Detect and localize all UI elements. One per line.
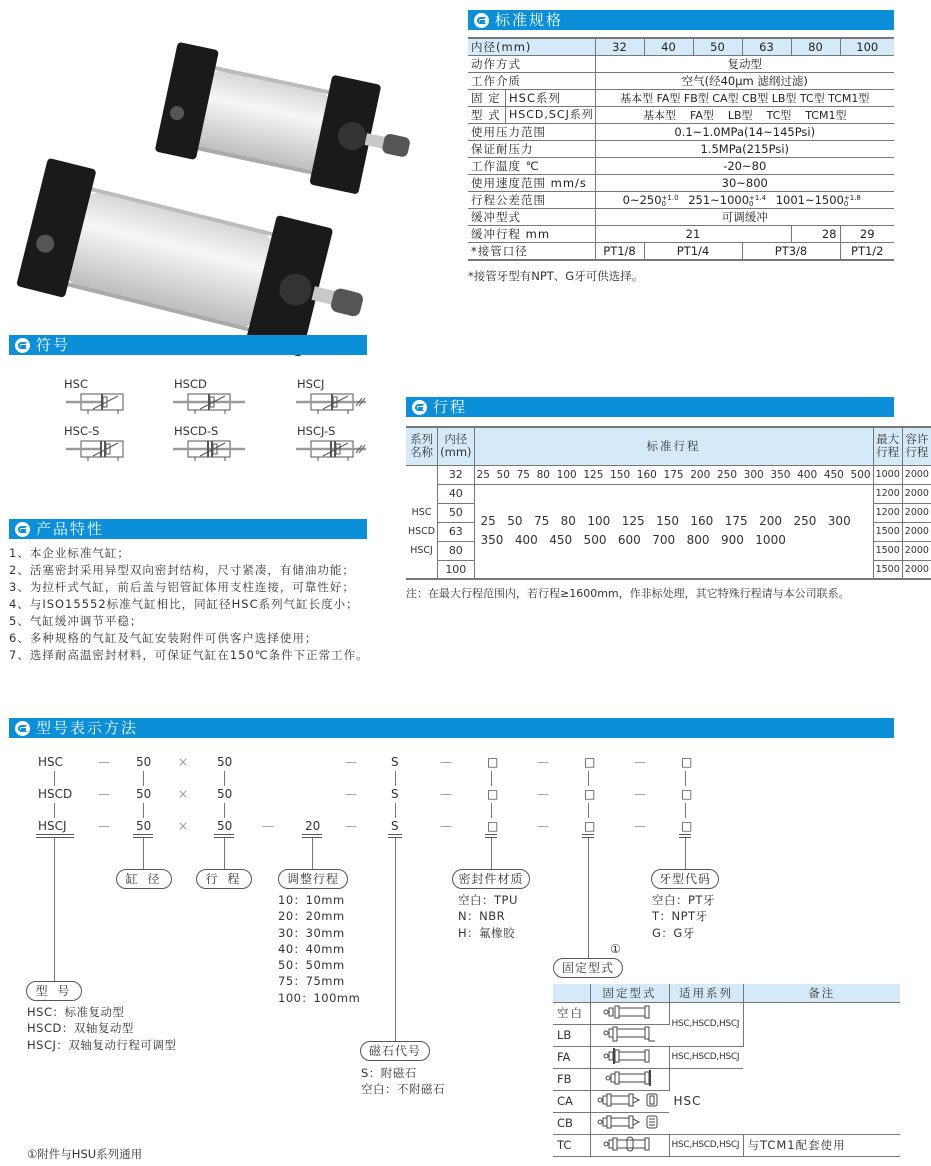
bore-80: 80 (791, 38, 840, 56)
section-title: 标准规格 (495, 11, 564, 29)
spec-label: 使用速度范围 mm/s (468, 175, 595, 192)
remarks-empty (743, 1002, 900, 1134)
dash: — (537, 755, 549, 769)
series-name: HSC (411, 507, 432, 519)
series-code: HSCJ (38, 819, 67, 833)
max-cell: 1500 (873, 522, 902, 541)
adjust-code: 20 (305, 819, 321, 833)
connector (685, 803, 686, 818)
mount-footnote-mark: ① (610, 942, 621, 956)
spec-value: 可调缓冲 (595, 209, 894, 226)
tol-limits (844, 195, 861, 207)
drop-line-bore (143, 838, 144, 869)
pneumatic-symbols-icon (60, 390, 390, 472)
section-c-icon (15, 338, 30, 353)
header-cell: 固定型式 (590, 984, 669, 1002)
spec-row (468, 73, 894, 90)
strokes-line: 25 50 75 80 100 125 150 160 175 200 250 300 (480, 514, 851, 529)
mount-code: 空白 (553, 1002, 590, 1024)
option-item: 空白：TPU (458, 893, 518, 907)
option-item: G：G牙 (652, 925, 695, 940)
option-item: N：NBR (458, 909, 506, 924)
dash: — (262, 819, 274, 833)
mount-row (553, 1134, 900, 1156)
label-thread: 牙型代码 (651, 869, 719, 889)
mount-box: □ (584, 787, 596, 801)
drop-line-seal (491, 838, 492, 869)
series-names (406, 465, 438, 579)
rear-flange-icon (590, 1068, 669, 1090)
connector (224, 771, 225, 786)
product-image (40, 20, 420, 320)
series-name: HSCJ (410, 545, 433, 557)
connector (54, 771, 55, 786)
section-header-symbol (9, 335, 367, 355)
strokes-cell: 25 50 75 80 100 125 150 160 175 200 250 300 350 400 450 500 (474, 465, 873, 484)
dash: — (440, 819, 452, 833)
series-group: HSC,HSCD,HSCJ (669, 1002, 743, 1046)
header-text: 最大 (876, 432, 900, 447)
dash: — (537, 819, 549, 833)
option-item: S：附磁石 (361, 1066, 417, 1080)
spec-label: 缓冲型式 (468, 209, 595, 226)
feature-item: 3、为拉杆式气缸，前后盖与铝管缸体用支柱连接，可靠性好； (9, 580, 355, 594)
option-item: 100：100mm (278, 990, 361, 1005)
basic-mount-icon (590, 1002, 669, 1024)
spec-row-bore (468, 38, 894, 56)
tol-minus: 0 (843, 199, 849, 208)
label-seal: 密封件材质 (452, 869, 530, 889)
stroke-row (406, 484, 931, 503)
mount-code: CB (553, 1112, 590, 1134)
bore-code: 50 (136, 755, 152, 769)
header-cell (553, 984, 590, 1002)
series-code: HSC (38, 755, 64, 769)
connector (491, 803, 492, 818)
mount-group-cell (468, 107, 595, 124)
tol-plus: +1.0 (661, 193, 679, 202)
label-bore: 缸 径 (116, 869, 172, 889)
header-text: 内径 (444, 432, 468, 447)
max-cell: 1200 (873, 503, 902, 522)
magnet-code: S (391, 755, 399, 769)
allow-cell: 2000 (902, 484, 931, 503)
header-allow (902, 427, 931, 465)
dash: — (634, 819, 646, 833)
feature-item: 1、本企业标准气缸； (9, 546, 130, 560)
tol-range: 1001~1500 (775, 193, 844, 207)
tc-remark: 与TCM1配套使用 (743, 1134, 900, 1156)
connector (224, 803, 225, 818)
connector (685, 771, 686, 786)
allow-cell: 2000 (902, 522, 931, 541)
label-magnet: 磁石代号 (360, 1041, 430, 1061)
connector (588, 771, 589, 786)
spec-value: 30~800 (595, 175, 894, 192)
dash: — (537, 787, 549, 801)
label-adjust: 调整行程 (278, 869, 348, 889)
port-value: PT1/4 (644, 243, 742, 261)
cylinder-illustration-icon (40, 20, 420, 320)
tol-minus: 0 (749, 199, 754, 208)
connector (491, 771, 492, 786)
dash: — (98, 755, 110, 769)
option-item: 30：30mm (278, 925, 345, 940)
thread-box: □ (681, 755, 693, 769)
dash: — (345, 755, 357, 769)
cushion-value: 21 (595, 226, 791, 243)
tol-plus: +1.8 (843, 193, 861, 202)
dash: — (634, 787, 646, 801)
mount-types: 基本型 FA型 LB型 TC型 TCM1型 (595, 107, 894, 124)
thread-box: □ (681, 787, 693, 801)
mount-group-label-bottom: 型 式 (468, 107, 506, 123)
spec-table (468, 37, 894, 261)
symbol-label: HSCD (174, 377, 207, 391)
feature-item: 4、与ISO15552标准气缸相比，同缸径HSC系列气缸长度小； (9, 597, 359, 611)
model-footnote: ①附件与HSU系列通用 (27, 1147, 143, 1161)
label-stroke: 行 程 (196, 869, 252, 889)
header-text: (mm) (440, 445, 472, 460)
option-item: 75：75mm (278, 974, 345, 989)
max-cell: 1200 (873, 484, 902, 503)
option-item: 20：20mm (278, 909, 345, 924)
header-text: 行程 (876, 445, 900, 460)
connector (143, 803, 144, 818)
bore-cell: 50 (438, 503, 474, 522)
single-clevis-icon (590, 1090, 669, 1112)
cushion-value: 28 (791, 226, 840, 243)
header-bore (438, 427, 474, 465)
section-header-stroke (406, 397, 894, 417)
bore-100: 100 (840, 38, 894, 56)
spec-row-mount-hsc (468, 90, 894, 107)
header-max (873, 427, 902, 465)
spec-label: 动作方式 (468, 56, 595, 73)
option-item: HSCD：双轴复动型 (27, 1021, 134, 1036)
stroke-note: 注：在最大行程范围内，若行程≥1600mm，作非标处理，其它特殊行程请与本公司联系。 (406, 587, 850, 600)
port-value: PT1/2 (840, 243, 894, 261)
section-c-icon (15, 721, 30, 736)
spec-value: -20~80 (595, 158, 894, 175)
stroke-table (406, 426, 931, 580)
mount-code: CA (553, 1090, 590, 1112)
seal-box: □ (487, 787, 499, 801)
dash: — (634, 755, 646, 769)
spec-row (468, 209, 894, 226)
mount-box: □ (584, 755, 596, 769)
drop-line-magnet (395, 838, 396, 1042)
connector (54, 803, 55, 818)
series-group: HSC,HSCD,HSCJ (669, 1134, 743, 1156)
mount-row (553, 1002, 900, 1024)
spec-label: 工作温度 ℃ (468, 158, 595, 175)
option-item: 40：40mm (278, 941, 345, 956)
connector (588, 803, 589, 818)
option-item: 50：50mm (278, 958, 345, 973)
header-text: 容许 (905, 432, 929, 447)
section-title: 符号 (36, 336, 71, 354)
cushion-value: 29 (840, 226, 894, 243)
stroke-header-row (406, 427, 931, 465)
spec-row-mount-hscd (468, 107, 894, 124)
seal-box: □ (487, 819, 499, 833)
port-value: PT1/8 (595, 243, 644, 261)
mount-box: □ (584, 819, 596, 833)
allow-cell: 2000 (902, 560, 931, 579)
dash: — (98, 787, 110, 801)
option-item: T：NPT牙 (652, 909, 708, 924)
header-text: 行程 (905, 445, 929, 460)
drop-line-mount (588, 838, 589, 958)
section-c-icon (474, 13, 489, 28)
spec-row-tolerance (468, 192, 894, 209)
dash: — (440, 787, 452, 801)
bore-label: 内径(mm) (468, 38, 595, 56)
foot-mount-icon (590, 1024, 669, 1046)
series-group: HSC,HSCD,HSCJ (669, 1046, 743, 1068)
tol-plus: +1.4 (749, 193, 767, 202)
label-series: 型 号 (26, 981, 82, 1001)
double-underline (36, 834, 74, 838)
max-cell: 1500 (873, 560, 902, 579)
spec-row (468, 56, 894, 73)
connector (143, 771, 144, 786)
mount-series-label: HSC系列 (509, 91, 561, 105)
allow-cell: 2000 (902, 503, 931, 522)
max-cell: 1500 (873, 541, 902, 560)
times: × (178, 819, 189, 833)
mount-code: LB (553, 1024, 590, 1046)
seal-options (458, 892, 518, 941)
connector (395, 771, 396, 786)
section-c-icon (412, 400, 427, 415)
bore-40: 40 (644, 38, 693, 56)
spec-row (468, 141, 894, 158)
thread-box: □ (681, 819, 693, 833)
stroke-code: 50 (217, 755, 233, 769)
mount-header-row (553, 984, 900, 1002)
times: × (178, 787, 189, 801)
option-item: 空白：不附磁石 (361, 1082, 445, 1097)
dash: — (440, 755, 452, 769)
feature-item: 6、多种规格的气缸及气缸安装附件可供客户选择使用； (9, 631, 318, 645)
bore-32: 32 (595, 38, 644, 56)
seal-box: □ (487, 755, 499, 769)
header-cell: 备注 (743, 984, 900, 1002)
option-item: HSCJ：双轴复动行程可调型 (27, 1037, 177, 1052)
thread-options (652, 892, 715, 941)
spec-footnote: *接管牙型有NPT、G牙可供选择。 (468, 269, 644, 283)
spec-value: 1.5MPa(215Psi) (595, 141, 894, 158)
symbol-label: HSC (64, 377, 88, 391)
allow-cell: 2000 (902, 465, 931, 484)
symbol-label: HSC-S (64, 424, 100, 438)
spec-label: 使用压力范围 (468, 124, 595, 141)
magnet-options (361, 1065, 445, 1098)
option-item: H：氟橡胶 (458, 925, 516, 940)
stroke-code: 50 (217, 787, 233, 801)
feature-item: 2、活塞密封采用异型双向密封结构，尺寸紧凑，有储油功能； (9, 563, 355, 577)
mount-group-cell (468, 90, 595, 107)
magnet-code: S (391, 787, 399, 801)
tolerance-values (595, 192, 894, 209)
section-title: 行程 (433, 398, 468, 416)
tol-range: 251~1000 (688, 193, 750, 207)
series-code: HSCD (38, 787, 73, 801)
mount-code: TC (553, 1134, 590, 1156)
bore-code: 50 (136, 819, 152, 833)
symbol-label: HSCJ-S (297, 424, 336, 438)
option-item: 10：10mm (278, 893, 345, 907)
drop-line-stroke (224, 838, 225, 869)
spec-row (468, 124, 894, 141)
series-group: HSC (669, 1068, 743, 1134)
header-text: 名称 (410, 445, 434, 460)
section-header-spec (468, 10, 894, 30)
spec-value: 0.1~1.0MPa(14~145Psi) (595, 124, 894, 141)
dash: — (345, 819, 357, 833)
header-series (406, 427, 438, 465)
strokes-line: 350 400 450 500 600 700 800 900 1000 (480, 533, 786, 548)
header-cell: 适用系列 (669, 984, 743, 1002)
spec-row (468, 175, 894, 192)
connector (395, 803, 396, 818)
port-value: PT3/8 (742, 243, 840, 261)
drop-line-thread (685, 838, 686, 869)
dash: — (98, 819, 110, 833)
spec-row (468, 158, 894, 175)
mount-code: FB (553, 1068, 590, 1090)
feature-item: 7、选择耐高温密封材料，可保证气缸在150℃条件下正常工作。 (9, 648, 369, 662)
dash: — (345, 787, 357, 801)
spec-label: 缓冲行程 mm (468, 226, 595, 243)
features-list (9, 545, 369, 664)
trunnion-icon (590, 1134, 669, 1156)
bore-code: 50 (136, 787, 152, 801)
magnet-code: S (391, 819, 399, 833)
double-clevis-icon (590, 1112, 669, 1134)
header-text: 系列 (410, 432, 434, 447)
mount-code: FA (553, 1046, 590, 1068)
spec-value: 复动型 (595, 56, 894, 73)
bore-cell: 80 (438, 541, 474, 560)
bore-63: 63 (742, 38, 791, 56)
stroke-code: 50 (217, 819, 233, 833)
bore-50: 50 (693, 38, 742, 56)
mount-series-label: HSCD,SCJ系列 (509, 108, 594, 121)
series-options (27, 1004, 176, 1053)
tol-limits (749, 195, 766, 207)
max-cell: 1000 (873, 465, 902, 484)
symbol-label: HSCJ (297, 377, 325, 391)
allow-cell: 2000 (902, 541, 931, 560)
series-name: HSCD (408, 526, 436, 538)
option-item: 空白：PT牙 (652, 893, 715, 907)
bore-cell: 32 (438, 465, 474, 484)
drop-line-adjust (312, 838, 313, 869)
spec-label: 行程公差范围 (468, 192, 595, 209)
section-title: 产品特性 (36, 520, 105, 538)
mount-group-label-top: 固 定 (468, 90, 506, 106)
spec-value: 空气(经40μm 滤纲过滤) (595, 73, 894, 90)
mount-type-table (553, 984, 900, 1157)
mount-types: 基本型 FA型 FB型 CA型 CB型 LB型 TC型 TCM1型 (595, 90, 894, 107)
bore-cell: 63 (438, 522, 474, 541)
spec-label: 保证耐压力 (468, 141, 595, 158)
strokes-cell (474, 484, 873, 579)
section-c-icon (15, 522, 30, 537)
section-title: 型号表示方法 (36, 719, 139, 737)
stroke-row (406, 465, 931, 484)
bore-cell: 100 (438, 560, 474, 579)
spec-row-cushion-stroke (468, 226, 894, 243)
label-mount: 固定型式 (553, 958, 623, 978)
spec-label: 工作介质 (468, 73, 595, 90)
adjust-options (278, 892, 360, 1006)
times: × (178, 755, 189, 769)
spec-label: *接管口径 (468, 243, 595, 261)
tol-range: 0~250 (622, 193, 662, 207)
front-flange-icon (590, 1046, 669, 1068)
symbol-label: HSCD-S (174, 424, 219, 438)
tol-minus: 0 (661, 199, 666, 208)
section-header-model (9, 718, 894, 738)
option-item: HSC：标准复动型 (27, 1005, 125, 1019)
feature-item: 5、气缸缓冲调节平稳； (9, 614, 143, 628)
spec-row-port (468, 243, 894, 261)
drop-line-series (54, 838, 55, 986)
section-header-features (9, 519, 367, 539)
header-standard: 标准行程 (474, 427, 873, 465)
tol-limits (662, 195, 679, 207)
bore-cell: 40 (438, 484, 474, 503)
